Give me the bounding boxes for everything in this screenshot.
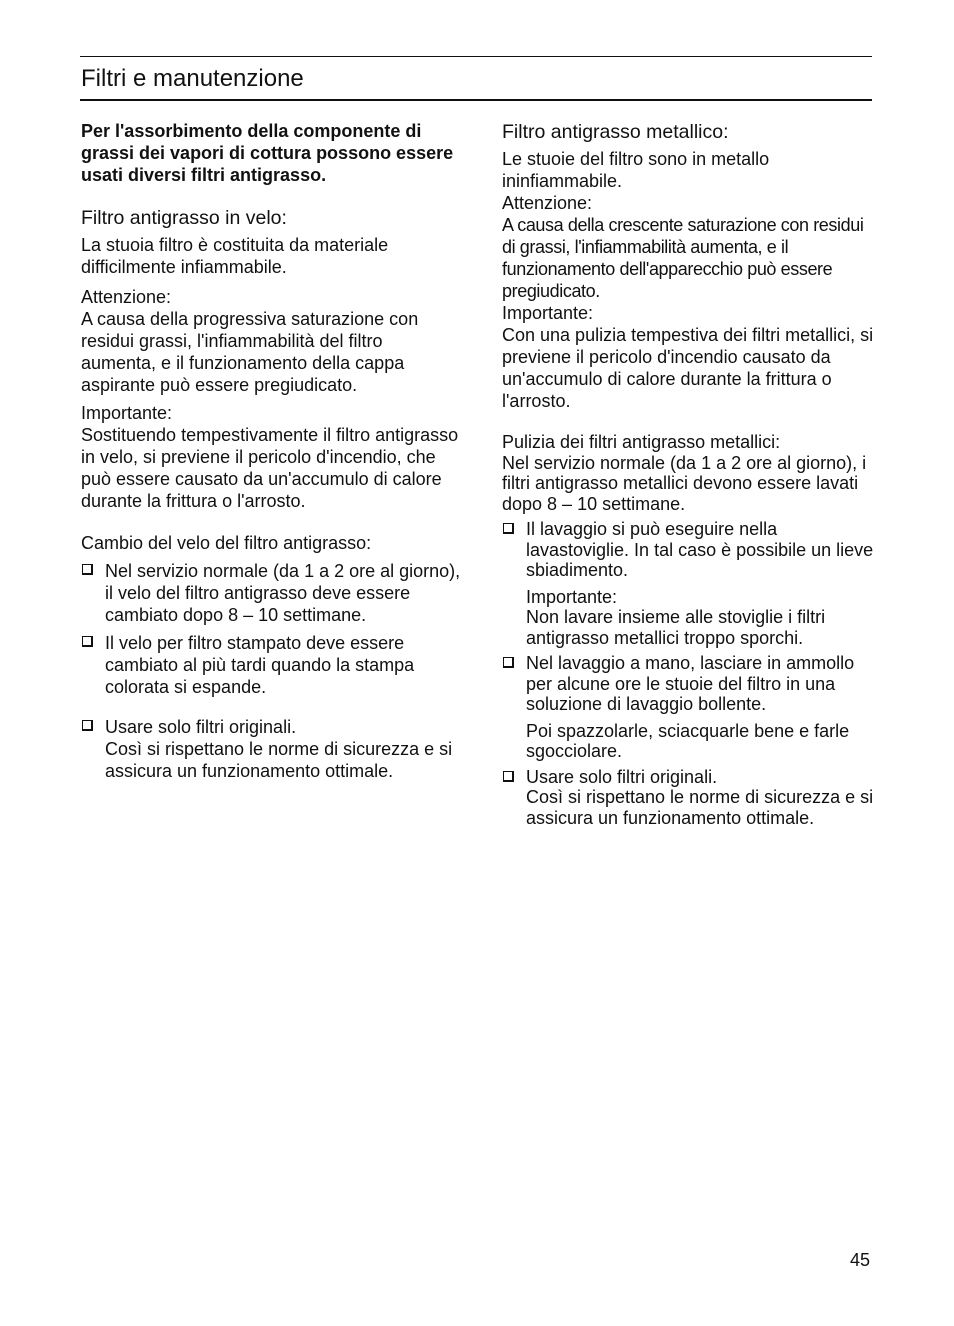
pulizia-label: Pulizia dei filtri antigrasso metallici: (502, 432, 781, 452)
metallico-section-title: Filtro antigrasso metallico: (502, 121, 729, 143)
list-item (502, 653, 877, 762)
pulizia-bullet-2: Nel lavaggio a mano, lasciare in ammollo per alcune ore le stuoie del filtro in una soluzione di lavaggio bollente. (526, 653, 855, 714)
list-item (81, 560, 461, 626)
list-item (502, 519, 877, 648)
checkbox-square-icon (503, 657, 514, 668)
velo-attenzione-text: A causa della progressiva saturazione con residui grassi, l'infiammabilità del filtro aumenta, e il funzionamento della cappa aspirante può essere pregiudicato. (81, 309, 419, 395)
velo-importante-label: Importante: (81, 403, 173, 423)
metallico-importante-text: Con una pulizia tempestiva dei filtri metallici, si previene il pericolo d'incendio causato da un'accumulo di calore durante la frittura o l'arrosto. (502, 325, 874, 411)
pulizia-bullet-2-extra: Poi spazzolarle, sciacquarle bene e farle sgocciolare. (526, 720, 850, 761)
cambio-bullet-1: Nel servizio normale (da 1 a 2 ore al giorno), il velo del filtro antigrasso deve essere cambiato dopo 8 – 10 settimane. (105, 561, 461, 625)
header-rule-bottom (80, 99, 872, 101)
left-column (81, 120, 461, 782)
metallico-originali-text: Così si rispettano le norme di sicurezza e si assicura un funzionamento ottimale. (526, 787, 874, 828)
cambio-bullet-2: Il velo per filtro stampato deve essere cambiato al più tardi quando la stampa colorata si espande. (105, 633, 415, 697)
page-title: Filtri e manutenzione (81, 65, 304, 92)
list-item (502, 767, 877, 829)
pulizia-importante-label: Importante: (526, 586, 618, 607)
originali-label: Usare solo filtri originali. (105, 717, 297, 737)
metallico-attenzione-label: Attenzione: (502, 193, 593, 213)
velo-description: La stuoia filtro è costituita da materiale difficilmente infiammabile. (81, 235, 389, 277)
velo-importante-text: Sostituendo tempestivamente il filtro antigrasso in velo, si previene il pericolo d'incendio, che può essere causato da un'accumulo di calore durante la frittura o l'arrosto. (81, 425, 459, 511)
metallico-description: Le stuoie del filtro sono in metallo ininfiammabile. (502, 149, 770, 191)
originali-text: Così si rispettano le norme di sicurezza e si assicura un funzionamento ottimale. (105, 739, 453, 781)
checkbox-square-icon (82, 720, 93, 731)
metallico-originali-label: Usare solo filtri originali. (526, 766, 718, 787)
right-column (502, 120, 877, 828)
pulizia-bullet-1: Il lavaggio si può eseguire nella lavastoviglie. In tal caso è possibile un lieve sbiadimento. (526, 519, 874, 580)
pulizia-importante-text: Non lavare insieme alle stoviglie i filtri antigrasso metallici troppo sporchi. (526, 607, 826, 648)
pulizia-text: Nel servizio normale (da 1 a 2 ore al giorno), i filtri antigrasso metallici devono essere lavati dopo 8 – 10 settimane. (502, 452, 867, 514)
list-item (81, 716, 461, 782)
checkbox-square-icon (503, 771, 514, 782)
cambio-title: Cambio del velo del filtro antigrasso: (81, 533, 372, 553)
velo-section-title: Filtro antigrasso in velo: (81, 207, 287, 229)
metallico-importante-label: Importante: (502, 303, 594, 323)
header-rule-top (80, 56, 872, 57)
list-item (81, 632, 461, 698)
intro-paragraph: Per l'assorbimento della componente di grassi dei vapori di cottura possono essere usati diversi filtri antigrasso. (81, 121, 454, 185)
velo-attenzione-label: Attenzione: (81, 287, 172, 307)
checkbox-square-icon (503, 523, 514, 534)
metallico-attenzione-text: A causa della crescente saturazione con residui di grassi, l'infiammabilità aumenta, e il funzionamento dell'apparecchio può essere pregiudicato. (502, 215, 864, 301)
checkbox-square-icon (82, 564, 93, 575)
checkbox-square-icon (82, 636, 93, 647)
page-number: 45 (850, 1250, 871, 1270)
